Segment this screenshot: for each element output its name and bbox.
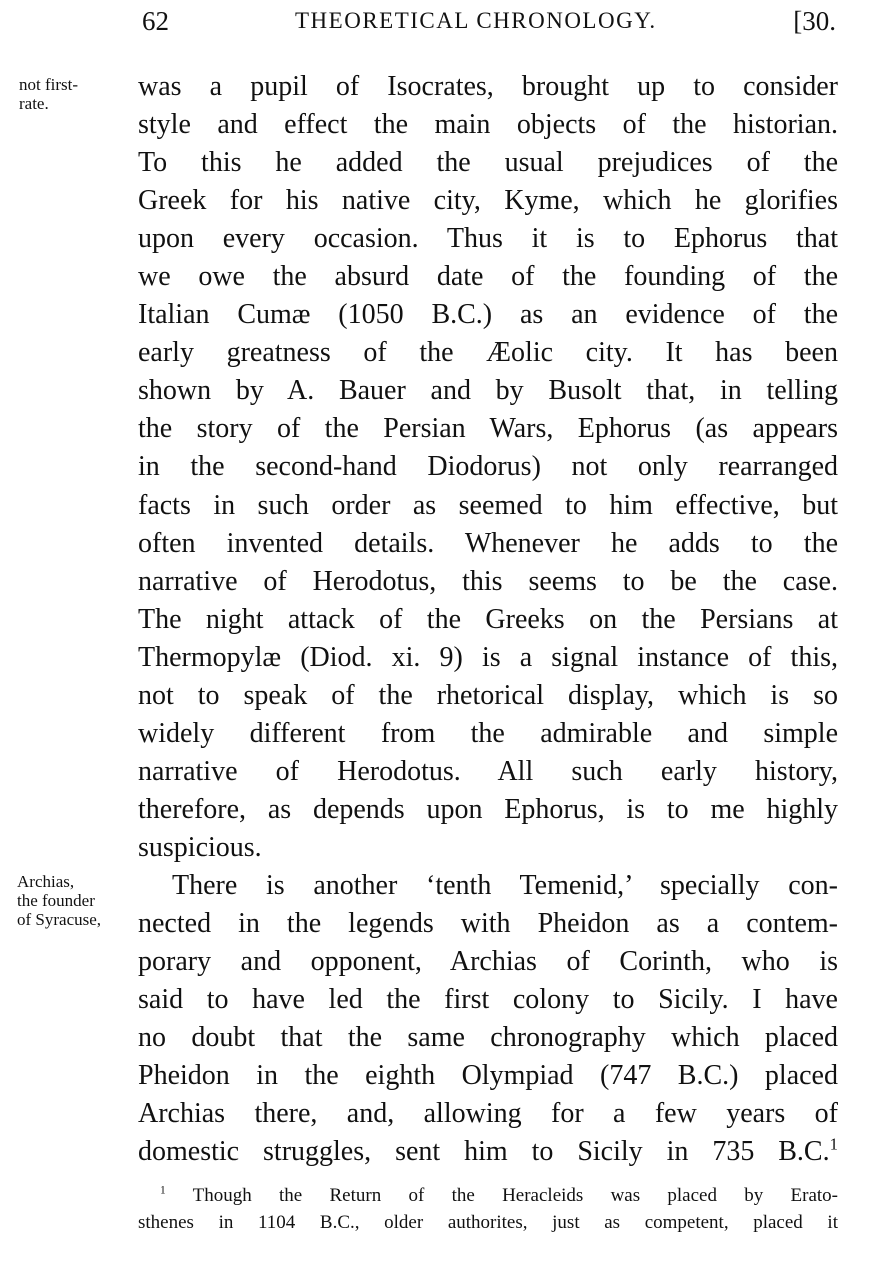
section-number: [30. [793,6,836,36]
text-line-content: domestic struggles, sent him to Sicily in 735 B.C. [138,1136,830,1168]
text-line: shown by A. Bauer and by Busolt that, in telling [138,375,838,407]
text-line: no doubt that the same chronography which placed [138,1022,838,1054]
text-line: Greek for his native city, Kyme, which he glorifies [138,185,838,217]
text-line: was a pupil of Isocrates, brought up to consider [138,71,838,102]
footnote-line: sthenes in 1104 B.C., older authorites, just as competent, placed it [138,1212,838,1233]
text-line: said to have led the first colony to Sicily. I have [138,984,838,1016]
text-line: Thermopylæ (Diod. xi. 9) is a signal instance of this, [138,641,838,673]
text-line: narrative of Herodotus, this seems to be the case. [138,565,838,597]
sidenote-line: of Syracuse, [17,910,102,929]
text-line: nected in the legends with Pheidon as a contem- [138,908,838,940]
footnote-reference[interactable]: 1 [829,1134,838,1154]
paragraph-ephorus [138,68,838,867]
text-line: not to speak of the rhetorical display, which is so [138,679,838,711]
body-text [138,68,838,1171]
text-line: The night attack of the Greeks on the Persians at [138,603,838,635]
text-line: widely different from the admirable and simple [138,717,838,749]
paragraph-archias [138,867,838,1171]
text-line: in the second-hand Diodorus) not only rearranged [138,451,838,483]
text-line: Archias there, and, allowing for a few years of [138,1098,838,1130]
text-line: upon every occasion. Thus it is to Ephorus that [138,223,838,255]
sidenote-archias [17,872,101,929]
sidenote-line: the founder [17,891,95,910]
text-line: narrative of Herodotus. All such early history, [138,755,838,787]
text-line: To this he added the usual prejudices of the [138,147,838,179]
footnote [138,1182,838,1236]
text-line: Italian Cumæ (1050 B.C.) as an evidence of the [138,299,838,331]
text-line: often invented details. Whenever he adds to the [138,527,838,559]
footnote-marker: 1 [160,1184,166,1197]
text-line: facts in such order as seemed to him effective, but [138,489,838,521]
text-line: There is another ‘tenth Temenid,’ specially con- [172,869,838,901]
text-line: style and effect the main objects of the historian. [138,109,838,141]
running-title: THEORETICAL CHRONOLOGY. [295,8,657,33]
sidenote-line: Archias, [17,872,75,891]
footnote-text: Though the Return of the Heracleids was placed by Erato- [192,1185,838,1206]
sidenote-line: rate. [19,94,49,113]
text-line: porary and opponent, Archias of Corinth, who is [138,946,838,978]
text-line: Pheidon in the eighth Olympiad (747 B.C.) placed [138,1060,838,1092]
page-number: 62 [142,6,169,36]
text-line: we owe the absurd date of the founding of the [138,261,838,293]
text-line: the story of the Persian Wars, Ephorus (as appears [138,413,838,445]
sidenote-not-first-rate [19,75,78,113]
text-line: early greatness of the Æolic city. It has been [138,337,838,369]
text-line: therefore, as depends upon Ephorus, is to me highly [138,793,838,825]
text-line: suspicious. [138,831,262,863]
footnote-line [138,1182,838,1209]
text-line-with-footnote [138,1133,838,1171]
sidenote-line: not first- [19,75,79,94]
running-header [138,6,838,46]
